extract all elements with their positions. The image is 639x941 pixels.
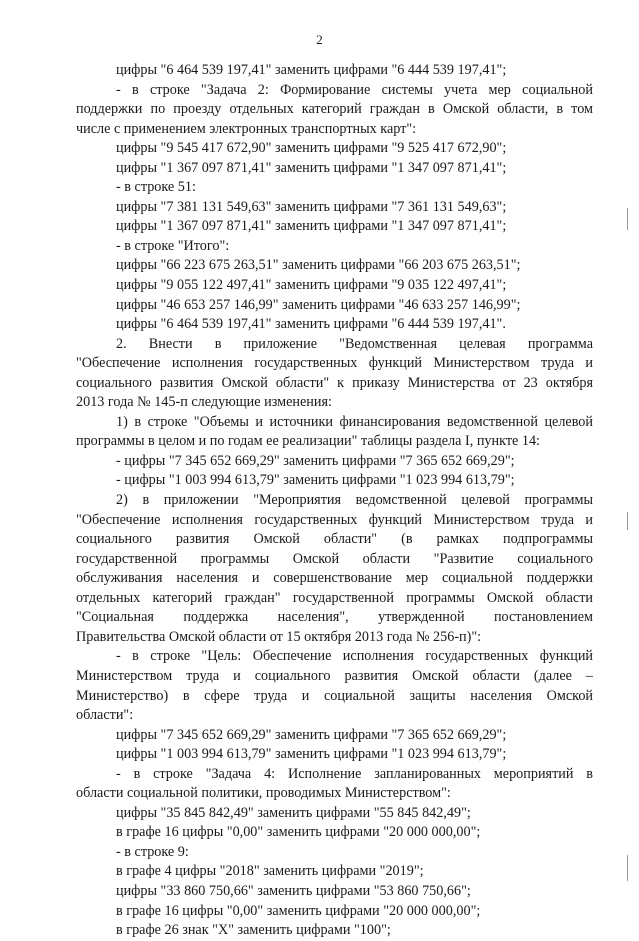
text-line: цифры "7 381 131 549,63" заменить цифрами "7 361 131 549,63"; bbox=[116, 198, 507, 215]
text-line: Правительства Омской области от 15 октября 2013 года № 256-п)": bbox=[76, 628, 482, 645]
text-line: - в строке "Итого": bbox=[116, 237, 230, 254]
text-line: 1) в строке "Объемы и источники финансирования ведомственной целевой bbox=[116, 413, 593, 430]
text-line: Министерством труда и социального развития Омской области (далее – bbox=[76, 667, 593, 684]
text-line: Министерство) в сфере труда и социальной защиты населения Омской bbox=[76, 687, 593, 704]
text-line: 2) в приложении "Мероприятия ведомственной целевой программы bbox=[116, 492, 593, 509]
scan-edge-mark bbox=[627, 512, 628, 530]
text-line: цифры "46 653 257 146,99" заменить цифрами "46 633 257 146,99"; bbox=[116, 296, 521, 313]
text-line: цифры "35 845 842,49" заменить цифрами "55 845 842,49"; bbox=[116, 804, 471, 821]
text-line: 2. Внести в приложение "Ведомственная целевая программа bbox=[116, 335, 593, 352]
text-line: "Обеспечение исполнения государственных функций Министерством труда и bbox=[76, 355, 593, 372]
page-number: 2 bbox=[316, 32, 323, 47]
text-line: цифры "9 055 122 497,41" заменить цифрами "9 035 122 497,41"; bbox=[116, 277, 507, 294]
text-line: цифры "6 464 539 197,41" заменить цифрами "6 444 539 197,41". bbox=[116, 316, 506, 333]
text-line: цифры "33 860 750,66" заменить цифрами "53 860 750,66"; bbox=[116, 882, 471, 899]
scan-edge-mark bbox=[627, 855, 628, 881]
text-line: поддержки по проезду отдельных категорий граждан в Омской области, в том bbox=[76, 101, 593, 118]
text-line: в графе 4 цифры "2018" заменить цифрами "2019"; bbox=[116, 863, 424, 880]
text-line: социального развития Омской области" (в рамках подпрограммы bbox=[76, 531, 593, 548]
text-line: цифры "1 367 097 871,41" заменить цифрами "1 347 097 871,41"; bbox=[116, 159, 507, 176]
text-line: цифры "66 223 675 263,51" заменить цифрами "66 203 675 263,51"; bbox=[116, 257, 521, 274]
text-line: обслуживания населения и совершенствование мер социальной поддержки bbox=[76, 570, 593, 587]
text-line: отдельных категорий граждан" государственной программы Омской области bbox=[76, 589, 593, 606]
text-line: социального развития Омской области" к приказу Министерства от 23 октября bbox=[76, 374, 593, 391]
text-line: программы в целом и по годам ее реализации" таблицы раздела I, пункте 14: bbox=[76, 433, 541, 450]
text-line: области": bbox=[76, 707, 134, 724]
text-line: 2013 года № 145-п следующие изменения: bbox=[76, 394, 332, 411]
text-line: числе с применением электронных транспортных карт": bbox=[76, 120, 417, 137]
text-line: цифры "9 545 417 672,90" заменить цифрами "9 525 417 672,90"; bbox=[116, 140, 507, 157]
text-line: цифры "1 003 994 613,79" заменить цифрами "1 023 994 613,79"; bbox=[116, 746, 507, 763]
text-line: области социальной политики, проводимых Министерством": bbox=[76, 785, 451, 802]
text-line: "Социальная поддержка населения", утвержденной постановлением bbox=[76, 609, 593, 626]
text-line: в графе 16 цифры "0,00" заменить цифрами "20 000 000,00"; bbox=[116, 824, 481, 841]
text-line: - в строке "Задача 2: Формирование системы учета мер социальной bbox=[116, 81, 593, 98]
text-line: - в строке 9: bbox=[116, 843, 189, 860]
document-body bbox=[76, 61, 593, 941]
text-line: "Обеспечение исполнения государственных функций Министерством труда и bbox=[76, 511, 593, 528]
text-line: - цифры "7 345 652 669,29" заменить цифрами "7 365 652 669,29"; bbox=[116, 452, 515, 469]
text-line: цифры "1 367 097 871,41" заменить цифрами "1 347 097 871,41"; bbox=[116, 218, 507, 235]
scan-edge-mark bbox=[627, 208, 628, 230]
text-line: в графе 16 цифры "0,00" заменить цифрами "20 000 000,00"; bbox=[116, 902, 481, 919]
text-line: цифры "7 345 652 669,29" заменить цифрами "7 365 652 669,29"; bbox=[116, 726, 507, 743]
text-line: - в строке "Задача 4: Исполнение запланированных мероприятий в bbox=[116, 765, 593, 782]
text-line: - в строке 51: bbox=[116, 179, 196, 196]
text-line: - цифры "1 003 994 613,79" заменить цифрами "1 023 994 613,79"; bbox=[116, 472, 515, 489]
text-line: в графе 26 знак "Х" заменить цифрами "100"; bbox=[116, 922, 391, 939]
text-line: государственной программы Омской области "Развитие социального bbox=[76, 550, 593, 567]
text-line: цифры "6 464 539 197,41" заменить цифрами "6 444 539 197,41"; bbox=[116, 62, 507, 78]
text-line: - в строке "Цель: Обеспечение исполнения государственных функций bbox=[116, 648, 593, 665]
